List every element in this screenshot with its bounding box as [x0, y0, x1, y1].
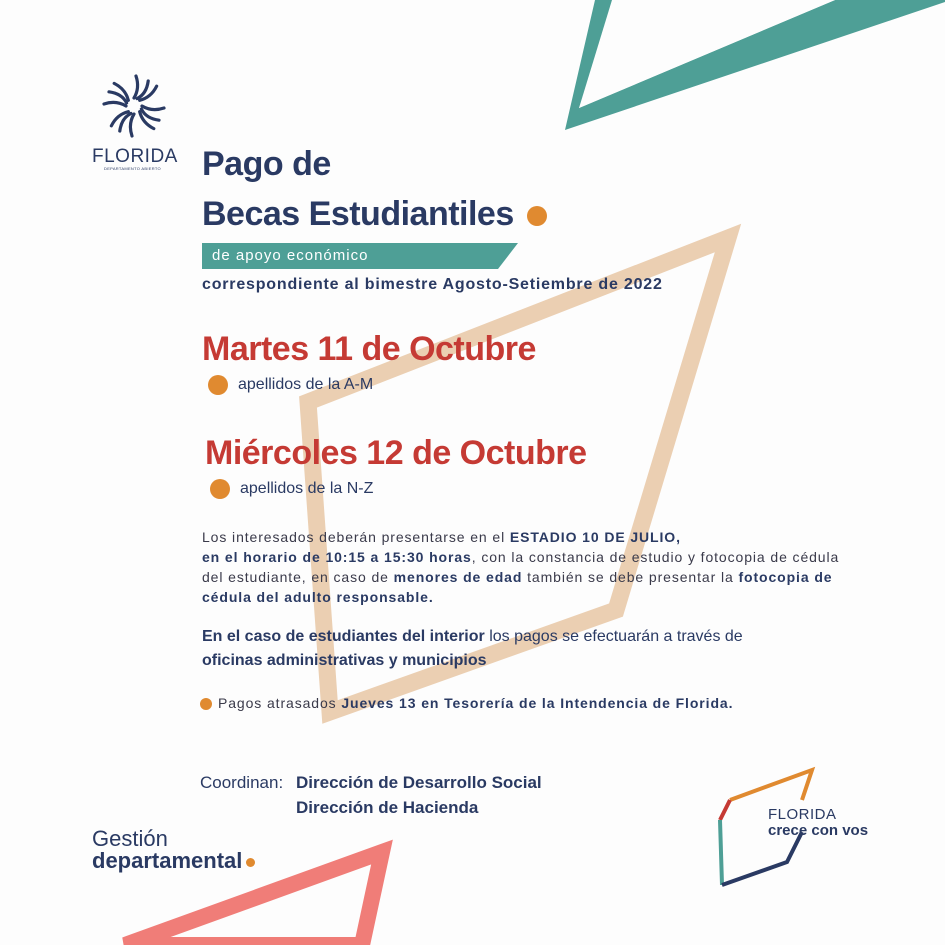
crece-line-2: crece con vos	[768, 822, 869, 839]
crece-line-1: FLORIDA	[768, 806, 837, 823]
orange-dot-icon	[200, 698, 212, 710]
crece-logo-navy	[722, 832, 802, 885]
coordinan-entity-1: Dirección de Desarrollo Social	[296, 773, 542, 792]
orange-dot-icon	[208, 375, 228, 395]
gestion-line-2	[92, 848, 255, 874]
crece-logo-orange	[730, 770, 812, 800]
orange-dot-icon	[246, 858, 255, 867]
late-payments-text: Pagos atrasados	[218, 695, 342, 711]
info-schedule: en el horario de 10:15 a 15:30 horas	[202, 549, 472, 565]
info-text-2: , con la constancia de estudio y fotocopia de cédula del estudiante, en caso de	[202, 549, 840, 585]
interior-paragraph	[202, 625, 862, 673]
bimestre-text: correspondiente al bimestre Agosto-Setiembre de 2022	[202, 276, 663, 293]
coordinan-label: Coordinan:	[200, 773, 284, 792]
info-paragraph	[202, 527, 842, 607]
date-2: Miércoles 12 de Octubre	[205, 434, 587, 472]
interior-text: los pagos se efectuarán a través de	[484, 628, 743, 645]
gestion-line-1: Gestión	[92, 826, 168, 851]
info-text-3: también se debe presentar la	[522, 569, 739, 585]
gestion-line-2-text: departamental	[92, 848, 243, 873]
late-payments	[200, 695, 733, 711]
orange-dot-icon	[527, 206, 547, 226]
title-line-1: Pago de	[202, 145, 331, 183]
logo-name: FLORIDA	[92, 146, 178, 167]
interior-bold: En el caso de estudiantes del interior	[202, 628, 485, 645]
date-2-detail	[210, 479, 373, 499]
date-1-detail-text: apellidos de la A-M	[238, 376, 374, 394]
date-2-detail-text: apellidos de la N-Z	[240, 480, 374, 498]
crece-logo-red	[720, 800, 730, 820]
info-stadium: ESTADIO 10 DE JULIO,	[509, 529, 681, 545]
interior-offices: oficinas administrativas y municipios	[202, 652, 487, 669]
logo-subtitle: DEPARTAMENTO ABIERTO	[104, 166, 161, 171]
coordinan-entity-2: Dirección de Hacienda	[296, 798, 479, 817]
crece-logo-teal	[720, 820, 722, 885]
info-minors: menores de edad	[393, 569, 523, 585]
orange-dot-icon	[210, 479, 230, 499]
late-payments-detail: Jueves 13 en Tesorería de la Intendencia de Florida.	[341, 695, 734, 711]
date-1-detail	[208, 375, 373, 395]
subtitle-band-text: de apoyo económico	[212, 247, 369, 264]
florida-sunburst-icon	[100, 72, 168, 140]
info-adult-id: fotocopia de cédula del adulto responsable.	[202, 569, 833, 605]
title-line-2-text: Becas Estudiantiles	[202, 195, 514, 233]
info-text-1: Los interesados deberán presentarse en el	[202, 529, 510, 545]
date-1: Martes 11 de Octubre	[202, 330, 536, 368]
title-line-2	[202, 195, 547, 234]
